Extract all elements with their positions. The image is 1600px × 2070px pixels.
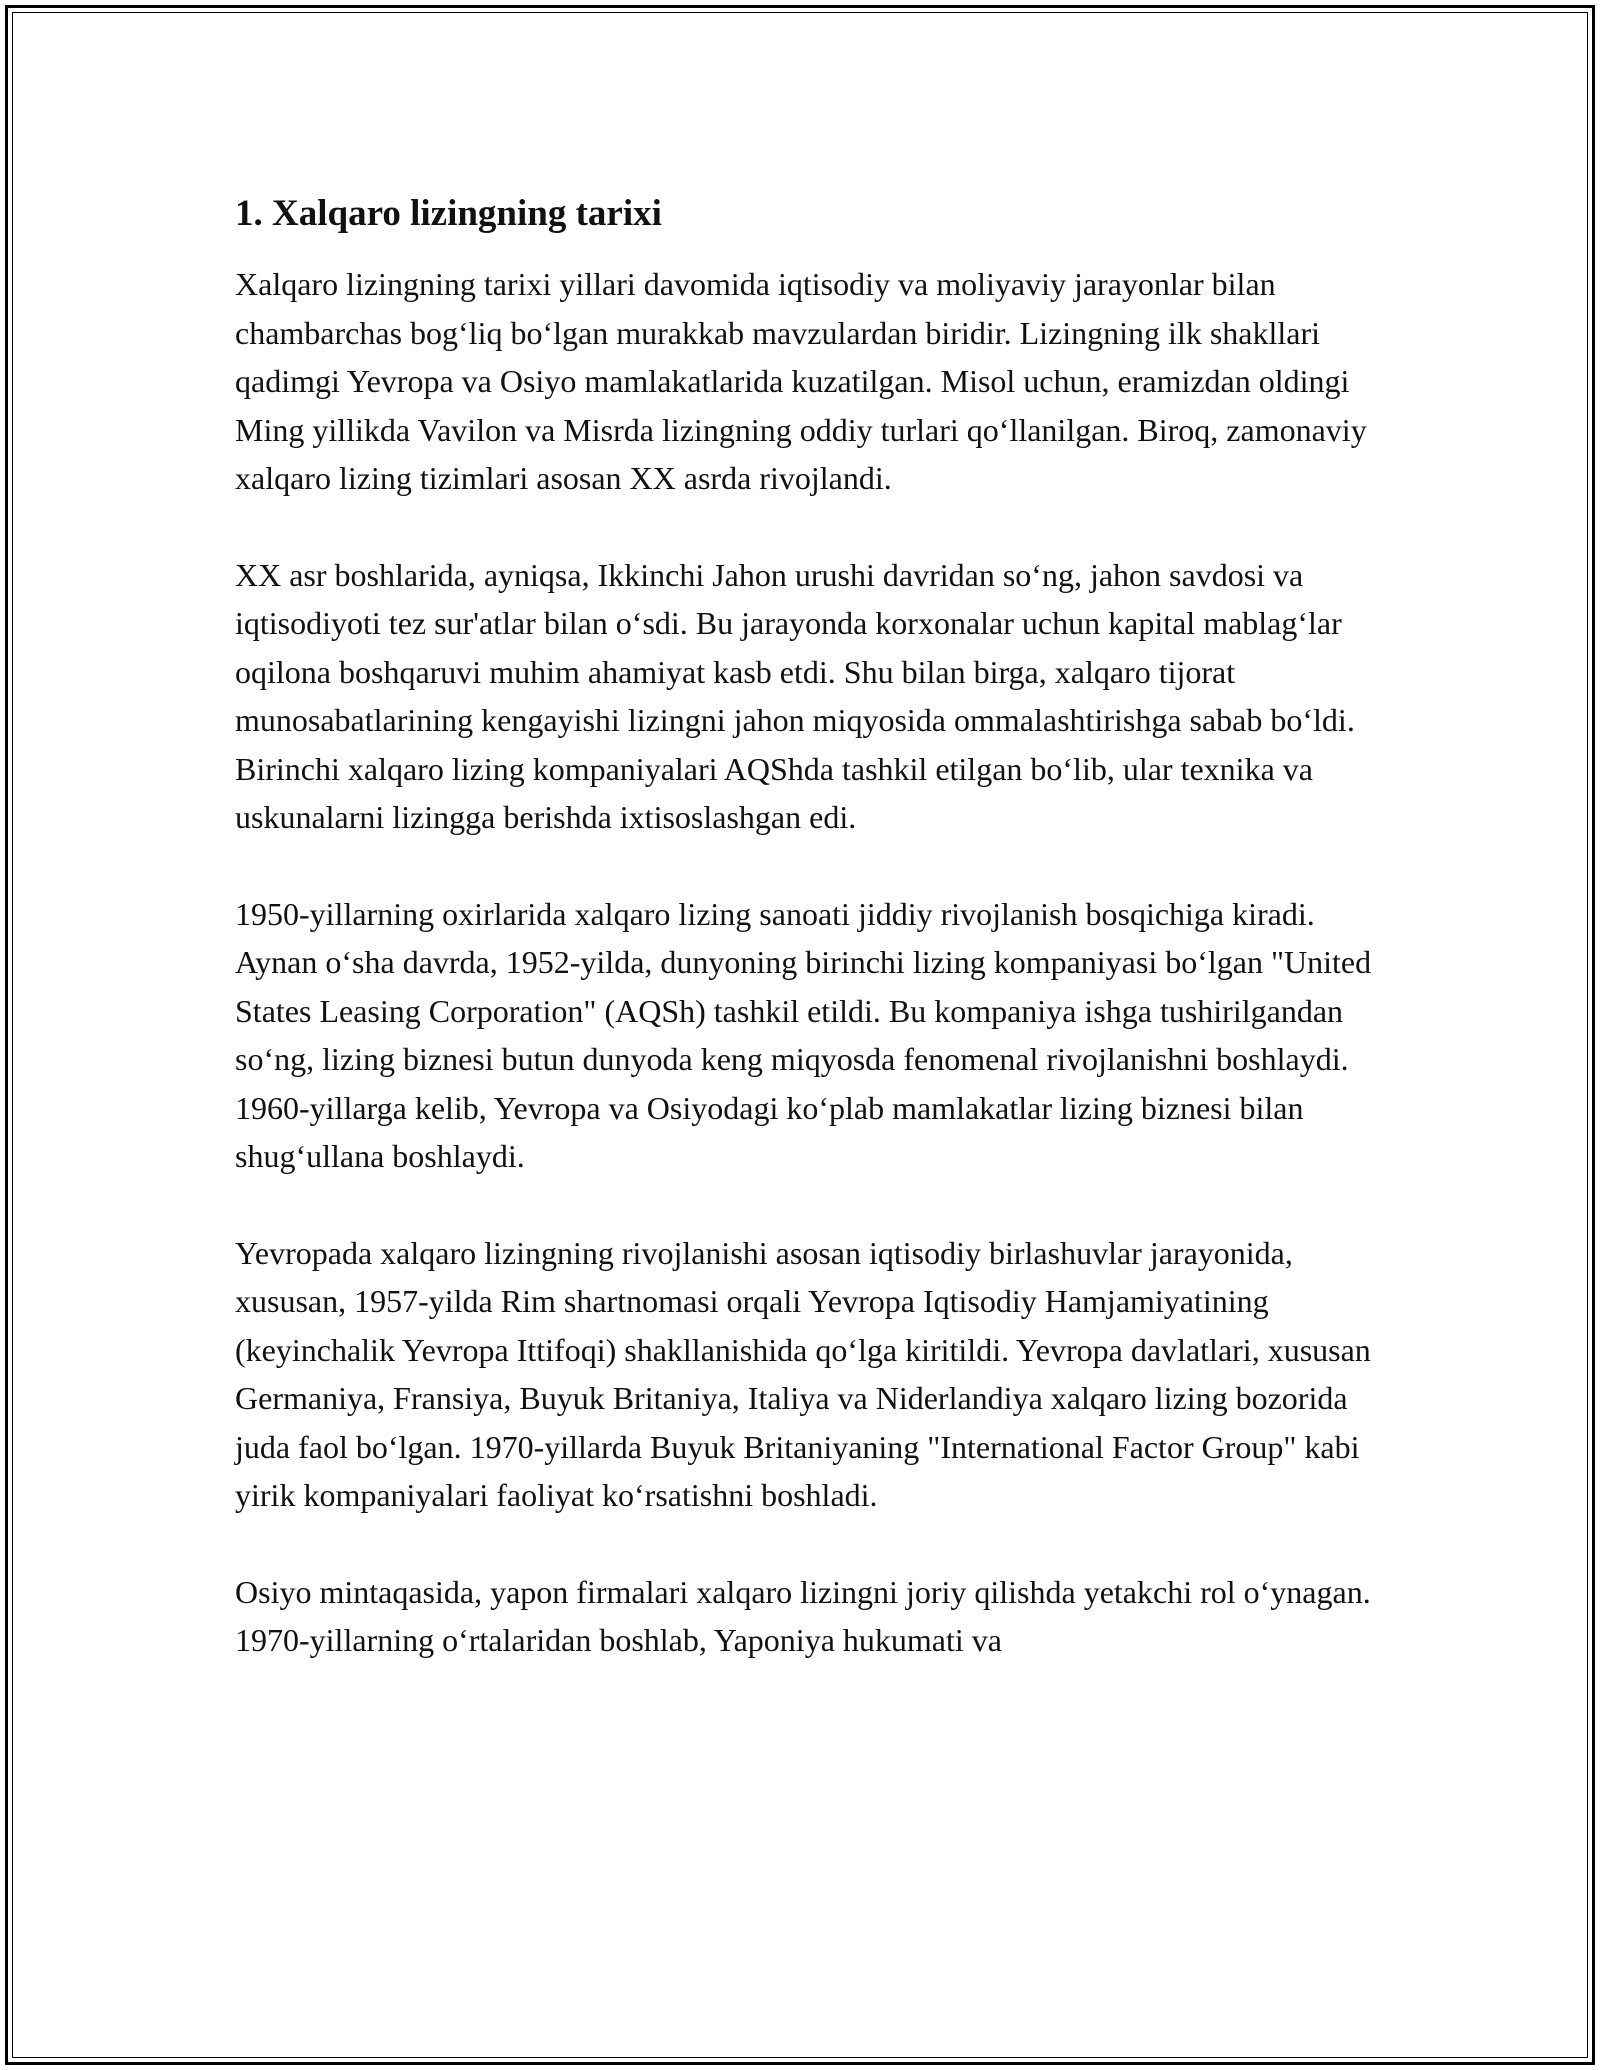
paragraph-3: 1950-yillarning oxirlarida xalqaro lizing sanoati jiddiy rivojlanish bosqichiga kiradi. Aynan o‘sha davrda, 1952-yilda, dunyoning birinchi lizing kompaniyasi bo‘lgan "United States Leasing Corporation" (AQSh) tashkil etildi. Bu kompaniya ishga tushirilgandan so‘ng, lizing biznesi butun dunyoda keng miqyosda fenomenal rivojlanishni boshlaydi. 1960-yillarga kelib, Yevropa va Osiyodagi ko‘plab mamlakatlar lizing biznesi bilan shug‘ullana boshlaydi. bbox=[235, 895, 1372, 1174]
paragraph-4: Yevropada xalqaro lizingning rivojlanishi asosan iqtisodiy birlashuvlar jarayonida, xususan, 1957-yilda Rim shartnomasi orqali Yevropa Iqtisodiy Hamjamiyatining (keyinchalik Yevropa Ittifoqi) shakllanishida qo‘lga kiritildi. Yevropa davlatlari, xususan Germaniya, Fransiya, Buyuk Britaniya, Italiya va Niderlandiya xalqaro lizing bozorida juda faol bo‘lgan. 1970-yillarda Buyuk Britaniyaning "International Factor Group" kabi yirik kompaniyalari faoliyat ko‘rsatishni boshladi. bbox=[235, 1234, 1371, 1513]
section-heading: 1. Xalqaro lizingning tarixi bbox=[235, 193, 662, 234]
document-body bbox=[235, 188, 1375, 1713]
paragraph-1: Xalqaro lizingning tarixi yillari davomida iqtisodiy va moliyaviy jarayonlar bilan chambarchas bog‘liq bo‘lgan murakkab mavzulardan biridir. Lizingning ilk shakllari qadimgi Yevropa va Osiyo mamlakatlarida kuzatilgan. Misol uchun, eramizdan oldingi Ming yillikda Vavilon va Misrda lizingning oddiy turlari qo‘llanilgan. Biroq, zamonaviy xalqaro lizing tizimlari asosan XX asrda rivojlandi. bbox=[235, 266, 1367, 496]
paragraph-5: Osiyo mintaqasida, yapon firmalari xalqaro lizingni joriy qilishda yetakchi rol o‘ynagan. 1970-yillarning o‘rtalaridan boshlab, Yaponiya hukumati va bbox=[235, 1573, 1371, 1658]
paragraph-2: XX asr boshlarida, ayniqsa, Ikkinchi Jahon urushi davridan so‘ng, jahon savdosi va iqtisodiyoti tez sur'atlar bilan o‘sdi. Bu jarayonda korxonalar uchun kapital mablag‘lar oqilona boshqaruvi muhim ahamiyat kasb etdi. Shu bilan birga, xalqaro tijorat munosabatlarining kengayishi lizingni jahon miqyosida ommalashtirishga sabab bo‘ldi. Birinchi xalqaro lizing kompaniyalari AQShda tashkil etilgan bo‘lib, ular texnika va uskunalarni lizingga berishda ixtisoslashgan edi. bbox=[235, 556, 1355, 835]
